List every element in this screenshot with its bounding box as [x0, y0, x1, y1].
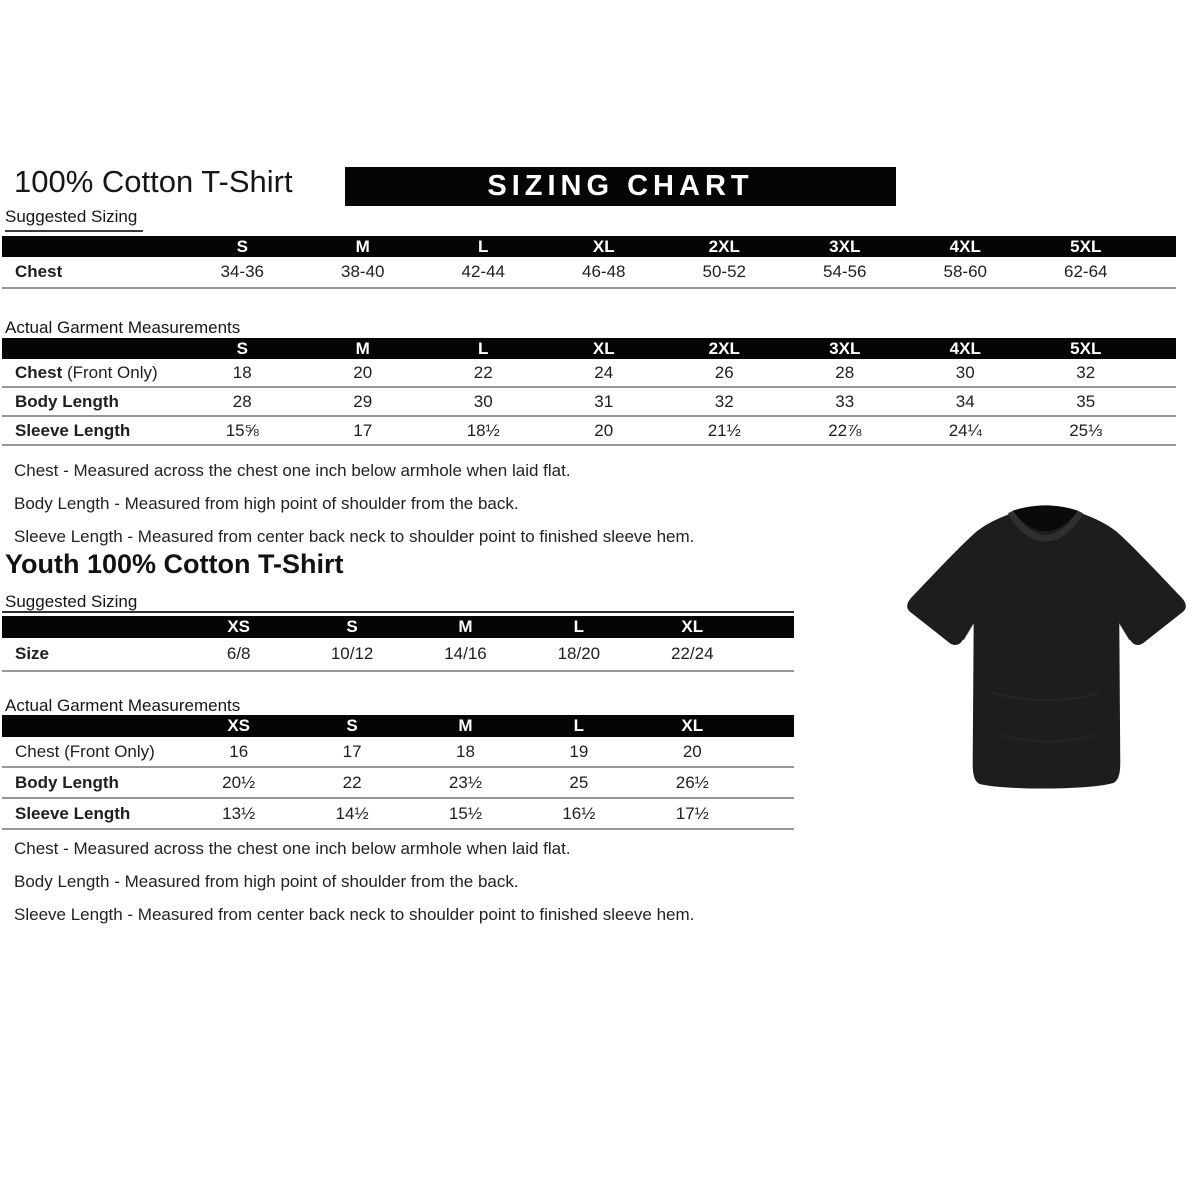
- black-tshirt-graphic: [897, 496, 1194, 799]
- size-header-row: [2, 616, 794, 638]
- header-label-spacer: [2, 715, 182, 737]
- youth-section-title: Youth 100% Cotton T-Shirt: [5, 549, 344, 579]
- size-column-header: 5XL: [1026, 338, 1147, 359]
- measurement-value: 25⅓: [1026, 416, 1147, 445]
- measurement-value: 22: [423, 359, 544, 387]
- size-column-header: S: [295, 715, 408, 737]
- measurement-value: 20: [544, 416, 665, 445]
- measurement-value: 18: [409, 737, 522, 767]
- measurement-row: [2, 359, 1176, 387]
- size-column-header: L: [423, 338, 544, 359]
- row-filler: [1146, 257, 1176, 288]
- measurement-value: 50-52: [664, 257, 785, 288]
- adult-actual-measurements-label: [5, 318, 240, 338]
- measurement-value: 42-44: [423, 257, 544, 288]
- row-filler: [1146, 416, 1176, 445]
- row-filler: [1146, 387, 1176, 416]
- measurement-row: [2, 737, 794, 767]
- measurement-note: Chest - Measured across the chest one inch below armhole when laid flat.: [14, 461, 571, 480]
- measurement-note: Body Length - Measured from high point of shoulder from the back.: [14, 872, 519, 891]
- size-column-header: S: [182, 338, 303, 359]
- measurement-value: 32: [1026, 359, 1147, 387]
- youth-suggested-sizing-label: [5, 592, 137, 612]
- row-label: Sleeve Length: [2, 798, 182, 829]
- measurement-value: 58-60: [905, 257, 1026, 288]
- size-column-header: XS: [182, 715, 295, 737]
- measurement-value: 54-56: [785, 257, 906, 288]
- youth-suggested-sizing-block: [2, 611, 794, 672]
- size-column-header: 2XL: [664, 236, 785, 257]
- size-column-header: 3XL: [785, 236, 906, 257]
- measurement-value: 14/16: [409, 638, 522, 671]
- row-filler: [749, 638, 794, 671]
- adult-suggested-sizing-label-text: Suggested Sizing: [5, 207, 143, 232]
- measurement-value: 18/20: [522, 638, 635, 671]
- measurement-value: 17: [303, 416, 424, 445]
- adult-suggested-sizing-label: [5, 207, 143, 232]
- black-tshirt-image: [897, 496, 1194, 799]
- measurement-value: 33: [785, 387, 906, 416]
- measurement-note: Sleeve Length - Measured from center back neck to shoulder point to finished sleeve hem.: [14, 905, 695, 924]
- measurement-value: 20½: [182, 767, 295, 798]
- measurement-value: 31: [544, 387, 665, 416]
- youth-actual-measurements-label-text: Actual Garment Measurements: [5, 696, 241, 715]
- size-column-header: XS: [182, 616, 295, 638]
- size-column-header: M: [303, 338, 424, 359]
- youth-suggested-sizing-table: [2, 616, 794, 672]
- measurement-value: 24¼: [905, 416, 1026, 445]
- measurement-note: Sleeve Length - Measured from center back neck to shoulder point to finished sleeve hem.: [14, 527, 695, 546]
- size-column-header: XL: [636, 715, 749, 737]
- measurement-value: 28: [785, 359, 906, 387]
- adult-actual-measurements-label-text: Actual Garment Measurements: [5, 318, 241, 337]
- measurement-row: [2, 257, 1176, 288]
- measurement-value: 29: [303, 387, 424, 416]
- size-column-header: XL: [544, 236, 665, 257]
- measurement-note: Chest - Measured across the chest one inch below armhole when laid flat.: [14, 839, 571, 858]
- measurement-value: 26½: [636, 767, 749, 798]
- row-label: Body Length: [2, 387, 182, 416]
- measurement-value: 18½: [423, 416, 544, 445]
- measurement-value: 10/12: [295, 638, 408, 671]
- measurement-value: 32: [664, 387, 785, 416]
- youth-suggested-sizing-label-text: Suggested Sizing: [5, 592, 138, 611]
- row-label: Chest (Front Only): [2, 359, 182, 387]
- measurement-value: 38-40: [303, 257, 424, 288]
- youth-actual-measurements-table: [2, 715, 794, 830]
- measurement-row: [2, 638, 794, 671]
- measurement-value: 19: [522, 737, 635, 767]
- measurement-row: [2, 387, 1176, 416]
- header-label-spacer: [2, 236, 182, 257]
- size-column-header: 4XL: [905, 338, 1026, 359]
- measurement-value: 15½: [409, 798, 522, 829]
- size-column-header: L: [522, 616, 635, 638]
- header-filler: [1146, 338, 1176, 359]
- size-header-row: [2, 715, 794, 737]
- youth-actual-measurements-label: [5, 696, 240, 716]
- measurement-value: 22⅞: [785, 416, 906, 445]
- row-filler: [1146, 359, 1176, 387]
- row-label: Chest (Front Only): [2, 737, 182, 767]
- tshirt-body: [907, 506, 1186, 789]
- size-column-header: S: [295, 616, 408, 638]
- row-filler: [749, 798, 794, 829]
- size-column-header: 3XL: [785, 338, 906, 359]
- measurement-value: 34-36: [182, 257, 303, 288]
- measurement-value: 35: [1026, 387, 1147, 416]
- measurement-value: 16½: [522, 798, 635, 829]
- measurement-value: 17: [295, 737, 408, 767]
- measurement-value: 30: [423, 387, 544, 416]
- measurement-value: 17½: [636, 798, 749, 829]
- measurement-note: Body Length - Measured from high point of shoulder from the back.: [14, 494, 519, 513]
- size-column-header: XL: [636, 616, 749, 638]
- header-filler: [749, 715, 794, 737]
- measurement-value: 34: [905, 387, 1026, 416]
- size-column-header: L: [423, 236, 544, 257]
- row-filler: [749, 767, 794, 798]
- size-header-row: [2, 236, 1176, 257]
- row-filler: [749, 737, 794, 767]
- size-column-header: 2XL: [664, 338, 785, 359]
- measurement-value: 20: [636, 737, 749, 767]
- size-column-header: L: [522, 715, 635, 737]
- size-column-header: M: [409, 616, 522, 638]
- size-column-header: M: [303, 236, 424, 257]
- size-column-header: XL: [544, 338, 665, 359]
- measurement-row: [2, 798, 794, 829]
- size-header-row: [2, 338, 1176, 359]
- row-label: Body Length: [2, 767, 182, 798]
- measurement-value: 18: [182, 359, 303, 387]
- header-filler: [749, 616, 794, 638]
- page-title: 100% Cotton T-Shirt: [14, 164, 293, 199]
- measurement-value: 30: [905, 359, 1026, 387]
- row-label: Chest: [2, 257, 182, 288]
- adult-actual-measurements-table: [2, 338, 1176, 446]
- row-label: Size: [2, 638, 182, 671]
- measurement-row: [2, 767, 794, 798]
- youth-table-topline: [2, 611, 794, 613]
- size-column-header: 5XL: [1026, 236, 1147, 257]
- size-column-header: 4XL: [905, 236, 1026, 257]
- measurement-value: 62-64: [1026, 257, 1147, 288]
- measurement-value: 46-48: [544, 257, 665, 288]
- measurement-value: 14½: [295, 798, 408, 829]
- header-filler: [1146, 236, 1176, 257]
- row-label: Sleeve Length: [2, 416, 182, 445]
- measurement-value: 24: [544, 359, 665, 387]
- measurement-row: [2, 416, 1176, 445]
- measurement-value: 15⅝: [182, 416, 303, 445]
- measurement-value: 13½: [182, 798, 295, 829]
- size-column-header: M: [409, 715, 522, 737]
- measurement-value: 21½: [664, 416, 785, 445]
- measurement-value: 6/8: [182, 638, 295, 671]
- measurement-value: 22: [295, 767, 408, 798]
- measurement-value: 23½: [409, 767, 522, 798]
- header-label-spacer: [2, 338, 182, 359]
- measurement-value: 22/24: [636, 638, 749, 671]
- measurement-value: 28: [182, 387, 303, 416]
- youth-measurement-notes: [14, 839, 694, 938]
- header-label-spacer: [2, 616, 182, 638]
- measurement-value: 16: [182, 737, 295, 767]
- adult-suggested-sizing-table: [2, 236, 1176, 289]
- measurement-value: 26: [664, 359, 785, 387]
- measurement-value: 20: [303, 359, 424, 387]
- size-column-header: S: [182, 236, 303, 257]
- adult-measurement-notes: [14, 461, 694, 560]
- measurement-value: 25: [522, 767, 635, 798]
- sizing-chart-banner: SIZING CHART: [345, 167, 896, 206]
